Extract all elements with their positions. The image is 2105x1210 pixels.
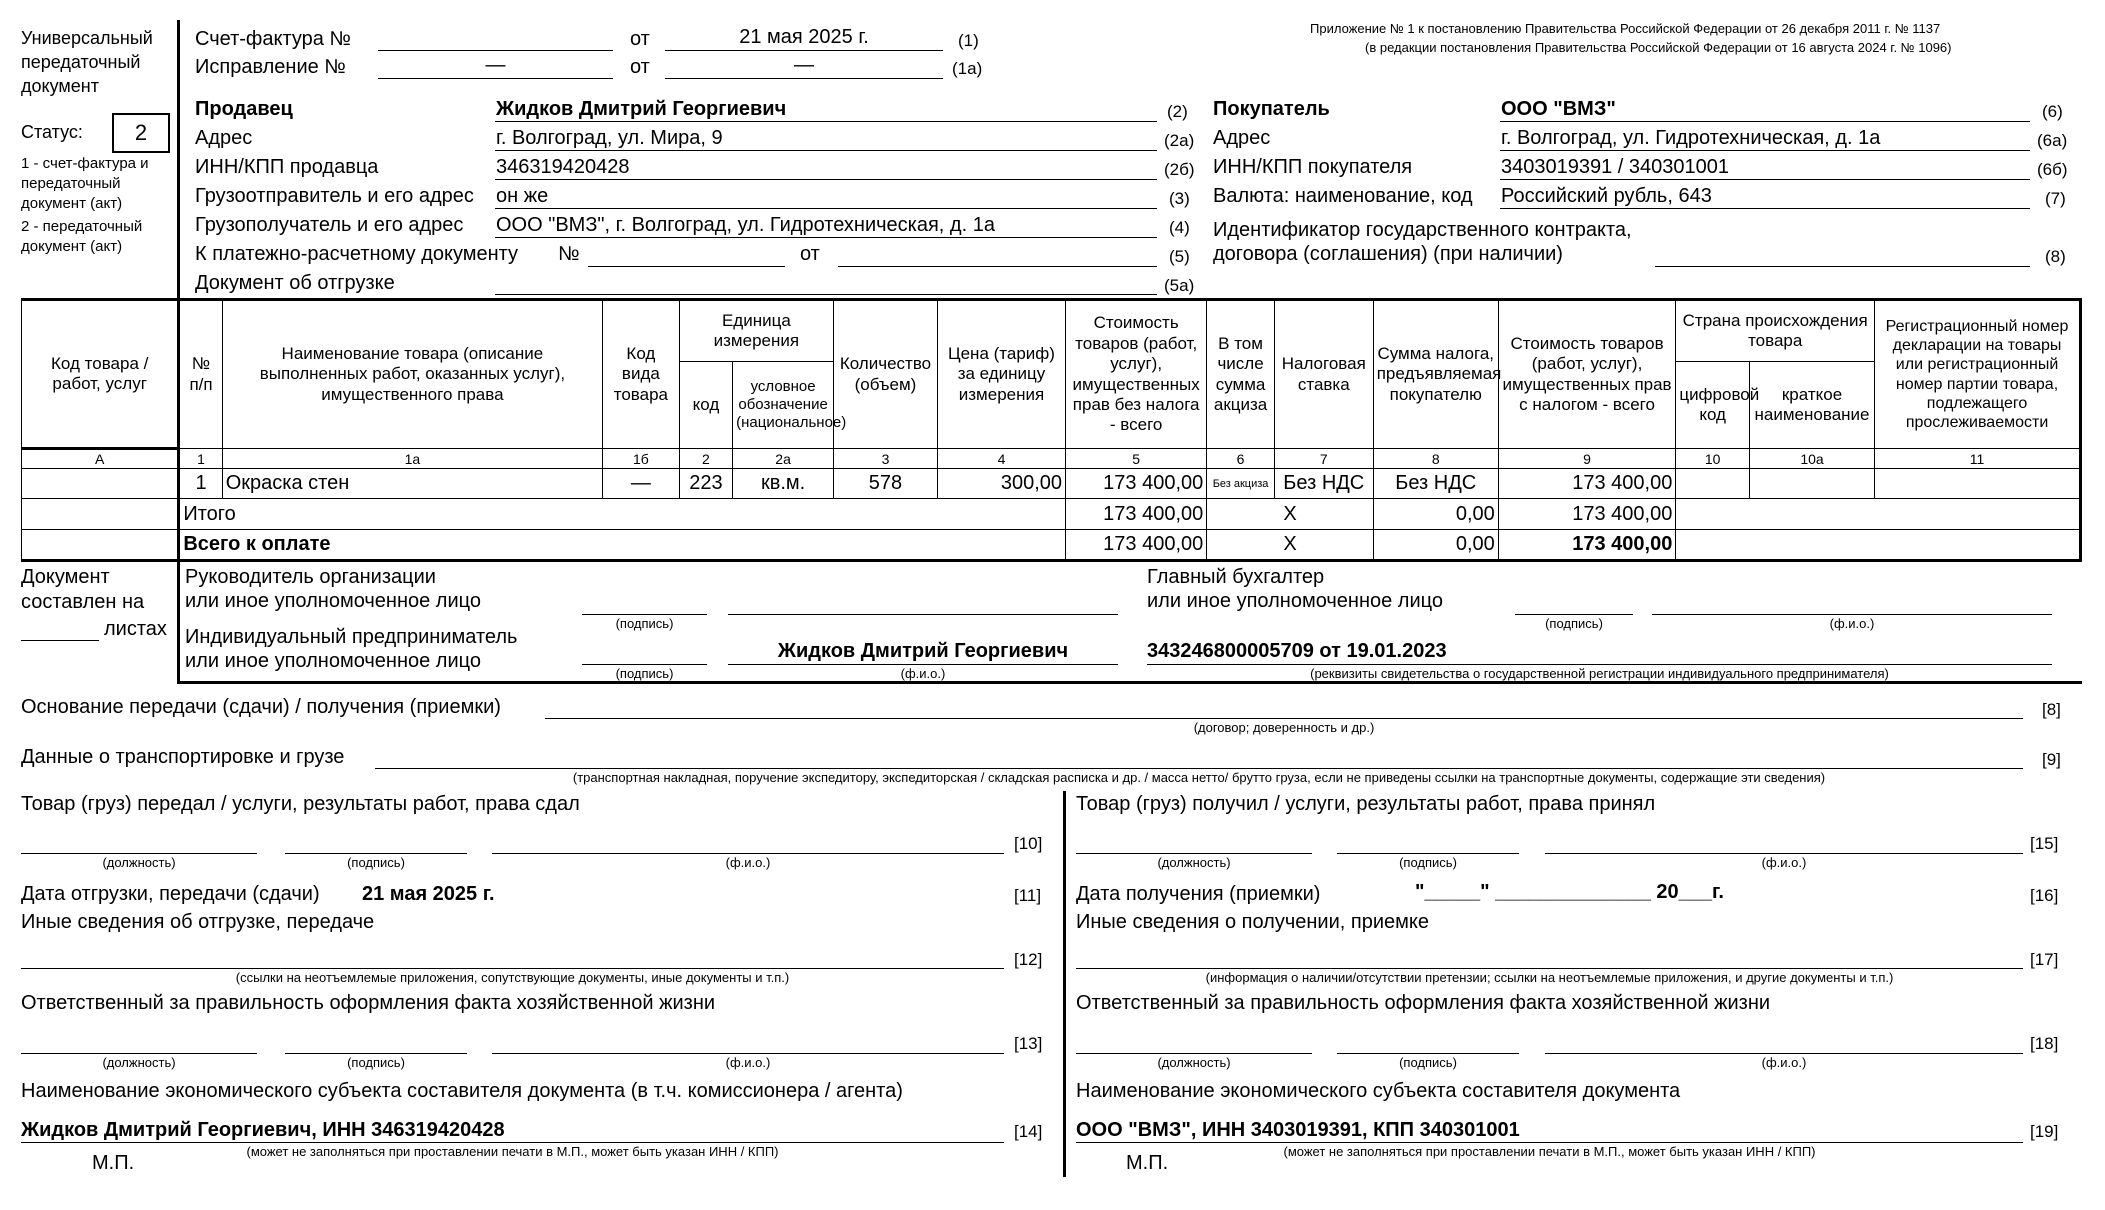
accountant-signature-cap: (подпись) xyxy=(1545,616,1603,631)
transport-cap: (транспортная накладная, поручение экспедитору, экспедиторская / складская расписка и др. / масса нетто/ брутто груза, если не приведены ссылки на транспортные документы, содержащие эти сведения) xyxy=(572,770,1826,785)
consignee-value[interactable]: ООО "ВМЗ", г. Волгоград, ул. Гидротехническая, д. 1а xyxy=(496,214,995,236)
th-tax-rate: Налоговая ставка xyxy=(1274,300,1373,449)
received-ref: [15] xyxy=(2030,834,2059,853)
doc-type-line-1: Универсальный xyxy=(21,28,153,48)
status-note-3: документ (акт) xyxy=(21,195,123,212)
invoice-date-line[interactable] xyxy=(665,50,943,51)
th-excise: В том числе сумма акциза xyxy=(1207,300,1275,449)
seller-ref: (2) xyxy=(1167,102,1188,121)
col-num-1: 1 xyxy=(179,449,222,469)
head-label-1: Руководитель организации xyxy=(185,566,436,588)
shipper-label: Грузоотправитель и его адрес xyxy=(195,185,474,207)
th-code: Код товара / работ, услуг xyxy=(22,300,179,449)
col-num-6: 6 xyxy=(1207,449,1275,469)
other-ship-ref: [12] xyxy=(1014,950,1043,969)
seller-address-label: Адрес xyxy=(195,127,253,149)
buyer-inn-label: ИНН/КПП покупателя xyxy=(1213,156,1413,178)
status-note-1: 1 - счет-фактура и xyxy=(21,155,149,172)
seller-address-ref: (2а) xyxy=(1164,131,1195,150)
buyer-inn-value[interactable]: 3403019391 / 340301001 xyxy=(1501,156,1730,178)
recv-date-ref: [16] xyxy=(2030,886,2059,905)
invoice-label: Счет-фактура № xyxy=(195,28,351,50)
correction-number: — xyxy=(485,54,506,76)
entity-left-ref: [14] xyxy=(1014,1122,1043,1141)
th-country: Страна происхождения товара xyxy=(1676,300,1875,362)
responsible-right-signature-line[interactable] xyxy=(1337,1053,1519,1054)
correction-date: — xyxy=(794,54,814,76)
other-recv-ref: [17] xyxy=(2030,950,2059,969)
total-cost-no-tax: 173 400,00 xyxy=(1066,499,1207,530)
cell-name: Окраска стен xyxy=(222,469,602,499)
th-kind: Код вида товара xyxy=(603,300,680,449)
seller-address-value[interactable]: г. Волгоград, ул. Мира, 9 xyxy=(496,127,723,149)
responsible-left-label: Ответственный за правильность оформления факта хозяйственной жизни xyxy=(21,992,716,1014)
col-num-8: 8 xyxy=(1373,449,1498,469)
handed-signature-line[interactable] xyxy=(285,853,467,854)
table-row[interactable] xyxy=(22,469,2081,499)
recv-date-value[interactable]: "_____" ______________ 20___г. xyxy=(1415,881,1724,903)
col-num-1a: 1а xyxy=(222,449,602,469)
consignee-label: Грузополучатель и его адрес xyxy=(195,214,464,236)
shipper-ref: (3) xyxy=(1169,189,1190,208)
head-signature-line[interactable] xyxy=(582,614,707,615)
basis-cap: (договор; доверенность и др.) xyxy=(1193,720,1375,735)
th-reg-num: Регистрационный номер декларации на товары или регистрационный номер партии товара, подлежащего прослеживаемости xyxy=(1875,300,2081,449)
other-recv-cap: (информация о наличии/отсутствии претензии; ссылки на неотъемлемые приложения, и другие документы и т.п.) xyxy=(1205,970,1894,985)
middle-separator xyxy=(1063,791,1066,1177)
col-num-11: 11 xyxy=(1875,449,2081,469)
entrepreneur-label-2: или иное уполномоченное лицо xyxy=(185,650,482,672)
items-table xyxy=(21,298,2082,562)
sheets-count-line[interactable] xyxy=(21,640,99,641)
transport-ref: [9] xyxy=(2042,750,2061,769)
col-num-5: 5 xyxy=(1066,449,1207,469)
handed-position-line[interactable] xyxy=(21,853,257,854)
stamp-right: М.П. xyxy=(1126,1152,1169,1174)
th-country-name: краткое наименование xyxy=(1749,362,1874,449)
grand-cost-tax: 173 400,00 xyxy=(1498,530,1676,561)
other-ship-line[interactable] xyxy=(21,968,1004,969)
entrepreneur-label-1: Индивидуальный предприниматель xyxy=(185,626,518,648)
doc-type-line-2: передаточный xyxy=(21,52,141,72)
responsible-right-label: Ответственный за правильность оформления факта хозяйственной жизни xyxy=(1076,992,1771,1014)
responsible-left-fio-line[interactable] xyxy=(492,1053,1004,1054)
col-num-a: А xyxy=(22,449,179,469)
doc-composed-2: составлен на xyxy=(21,591,145,613)
col-num-2: 2 xyxy=(679,449,732,469)
entity-left-value[interactable]: Жидков Дмитрий Георгиевич, ИНН 346319420428 xyxy=(21,1119,505,1141)
correction-label: Исправление № xyxy=(195,56,346,78)
status-label: Статус: xyxy=(21,122,83,142)
payment-number-line[interactable] xyxy=(588,266,785,267)
basis-label: Основание передачи (сдачи) / получения (приемки) xyxy=(21,696,501,718)
transport-line[interactable] xyxy=(375,768,2023,769)
payment-ref: (5) xyxy=(1169,247,1190,266)
th-unit: Единица измерения xyxy=(679,300,833,362)
status-value[interactable]: 2 xyxy=(112,113,170,153)
shipper-value[interactable]: он же xyxy=(496,185,549,207)
other-ship-cap: (ссылки на неотъемлемые приложения, сопутствующие документы, иные документы и т.п.) xyxy=(235,970,790,985)
col-num-1b: 1б xyxy=(603,449,680,469)
cell-cost-no-tax: 173 400,00 xyxy=(1066,469,1207,499)
buyer-address-value[interactable]: г. Волгоград, ул. Гидротехническая, д. 1а xyxy=(1501,127,1881,149)
total-row xyxy=(22,499,2081,530)
total-label: Итого xyxy=(179,499,1066,530)
grand-total-row xyxy=(22,530,2081,561)
buyer-inn-ref: (6б) xyxy=(2037,160,2068,179)
payment-from-label: от xyxy=(800,243,820,265)
buyer-ref: (6) xyxy=(2042,102,2063,121)
responsible-left-position-line[interactable] xyxy=(21,1053,257,1054)
recv-date-label: Дата получения (приемки) xyxy=(1076,883,1321,905)
registration-value[interactable]: 343246800005709 от 19.01.2023 xyxy=(1147,640,1447,662)
invoice-from-label: от xyxy=(630,28,650,50)
seller-inn-ref: (2б) xyxy=(1164,160,1195,179)
currency-ref: (7) xyxy=(2045,189,2066,208)
entity-right-label: Наименование экономического субъекта составителя документа xyxy=(1076,1080,1681,1102)
basis-ref: [8] xyxy=(2042,700,2061,719)
basis-line[interactable] xyxy=(545,718,2023,719)
th-unit-name: условное обозначение (национальное) xyxy=(733,362,834,449)
currency-label: Валюта: наименование, код xyxy=(1213,185,1473,207)
handed-fio-line[interactable] xyxy=(492,853,1004,854)
cell-reg-num xyxy=(1875,469,2081,499)
status-note-5: документ (акт) xyxy=(21,238,123,255)
col-num-9: 9 xyxy=(1498,449,1676,469)
th-num: № п/п xyxy=(179,300,222,449)
left-separator xyxy=(177,20,180,298)
entity-right-cap: (может не заполняться при проставлении печати в М.П., может быть указан ИНН / КПП) xyxy=(1283,1144,1816,1159)
buyer-address-ref: (6а) xyxy=(2037,131,2068,150)
status-note-2: передаточный xyxy=(21,175,121,192)
handed-ref: [10] xyxy=(1014,834,1043,853)
contract-label-2: договора (соглашения) (при наличии) xyxy=(1213,243,1563,265)
seller-value[interactable]: Жидков Дмитрий Георгиевич xyxy=(496,98,787,120)
correction-date-line[interactable] xyxy=(665,78,943,79)
entity-right-value[interactable]: ООО "ВМЗ", ИНН 3403019391, КПП 340301001 xyxy=(1076,1119,1520,1141)
th-country-code: цифровой код xyxy=(1676,362,1750,449)
entrepreneur-fio-cap: (ф.и.о.) xyxy=(900,666,946,681)
appendix-line-2: (в редакции постановления Правительства Российской Федерации от 16 августа 2024 г. № 1096) xyxy=(1365,40,1952,55)
cell-kind: — xyxy=(603,469,680,499)
cell-price: 300,00 xyxy=(937,469,1065,499)
cell-country-code xyxy=(1676,469,1750,499)
doc-composed-1: Документ xyxy=(21,566,110,588)
responsible-right-position-line[interactable] xyxy=(1076,1053,1312,1054)
head-label-2: или иное уполномоченное лицо xyxy=(185,590,482,612)
currency-value[interactable]: Российский рубль, 643 xyxy=(1501,185,1712,207)
cell-num: 1 xyxy=(179,469,222,499)
cell-code xyxy=(22,469,179,499)
accountant-signature-line[interactable] xyxy=(1515,614,1633,615)
grand-label: Всего к оплате xyxy=(179,530,1066,561)
received-label: Товар (груз) получил / услуги, результаты работ, права принял xyxy=(1076,793,1656,815)
head-signature-cap: (подпись) xyxy=(615,616,674,631)
col-num-7: 7 xyxy=(1274,449,1373,469)
col-num-2a: 2а xyxy=(733,449,834,469)
col-num-4: 4 xyxy=(937,449,1065,469)
th-price: Цена (тариф) за единицу измерения xyxy=(937,300,1065,449)
accountant-label-1: Главный бухгалтер xyxy=(1147,566,1325,588)
buyer-label: Покупатель xyxy=(1213,98,1330,120)
contract-line[interactable] xyxy=(1655,266,2030,267)
th-qty: Количество (объем) xyxy=(834,300,938,449)
received-fio-line[interactable] xyxy=(1545,853,2023,854)
transport-label: Данные о транспортировке и грузе xyxy=(21,746,345,768)
cell-unit-name: кв.м. xyxy=(733,469,834,499)
payment-doc-label: К платежно-расчетному документу xyxy=(195,243,519,265)
cell-excise: Без акциза xyxy=(1207,469,1275,499)
grand-tax: 0,00 xyxy=(1373,530,1498,561)
accountant-fio-line[interactable] xyxy=(1652,614,2052,615)
seller-inn-label: ИНН/КПП продавца xyxy=(195,156,379,178)
other-recv-label: Иные сведения о получении, приемке xyxy=(1076,911,1429,933)
correction-ref: (1а) xyxy=(952,59,983,78)
col-num-10: 10 xyxy=(1676,449,1750,469)
consignee-ref: (4) xyxy=(1169,218,1190,237)
cell-unit-code: 223 xyxy=(679,469,732,499)
cell-country-name xyxy=(1749,469,1874,499)
contract-ref: (8) xyxy=(2045,247,2066,266)
contract-label-1: Идентификатор государственного контракта, xyxy=(1213,219,1632,241)
ship-date-label: Дата отгрузки, передачи (сдачи) xyxy=(21,883,320,905)
received-position-line[interactable] xyxy=(1076,853,1312,854)
ship-date-value[interactable]: 21 мая 2025 г. xyxy=(362,883,495,905)
th-tax-sum: Сумма налога, предъявляемая покупателю xyxy=(1373,300,1498,449)
ship-date-ref: [11] xyxy=(1014,886,1042,905)
cell-tax-sum: Без НДС xyxy=(1373,469,1498,499)
shipment-doc-ref: (5а) xyxy=(1164,276,1195,295)
grand-cost-no-tax: 173 400,00 xyxy=(1066,530,1207,561)
responsible-left-signature-line[interactable] xyxy=(285,1053,467,1054)
invoice-date: 21 мая 2025 г. xyxy=(739,26,869,48)
other-recv-line[interactable] xyxy=(1076,968,2023,969)
buyer-address-label: Адрес xyxy=(1213,127,1271,149)
col-num-10a: 10а xyxy=(1749,449,1874,469)
total-excise: X xyxy=(1207,499,1373,530)
entity-right-ref: [19] xyxy=(2030,1122,2059,1141)
stamp-left: М.П. xyxy=(92,1152,135,1174)
invoice-number-line[interactable] xyxy=(378,50,613,51)
payment-no-label: № xyxy=(558,243,580,265)
grand-excise: X xyxy=(1207,530,1373,561)
correction-number-line[interactable] xyxy=(378,78,613,79)
responsible-right-ref: [18] xyxy=(2030,1034,2059,1053)
appendix-line-1: Приложение № 1 к постановлению Правительства Российской Федерации от 26 декабря 2011 г. № 1137 xyxy=(1310,21,1941,36)
other-ship-label: Иные сведения об отгрузке, передаче xyxy=(21,911,375,933)
total-tax: 0,00 xyxy=(1373,499,1498,530)
entity-left-cap: (может не заполняться при проставлении печати в М.П., может быть указан ИНН / КПП) xyxy=(246,1144,779,1159)
shipment-doc-line[interactable] xyxy=(495,294,1157,295)
col-num-3: 3 xyxy=(834,449,938,469)
responsible-right-fio-line[interactable] xyxy=(1545,1053,2023,1054)
correction-from-label: от xyxy=(630,56,650,78)
responsible-left-ref: [13] xyxy=(1014,1034,1043,1053)
shipment-doc-label: Документ об отгрузке xyxy=(195,272,395,294)
head-fio-line[interactable] xyxy=(728,614,1118,615)
th-cost-no-tax: Стоимость товаров (работ, услуг), имущественных прав без налога - всего xyxy=(1066,300,1207,449)
doc-composed-3: листах xyxy=(104,618,167,640)
cell-qty: 578 xyxy=(834,469,938,499)
payment-date-line[interactable] xyxy=(838,266,1157,267)
th-unit-code: код xyxy=(679,362,732,449)
handed-label: Товар (груз) передал / услуги, результаты работ, права сдал xyxy=(21,793,580,815)
th-name: Наименование товара (описание выполненных работ, оказанных услуг), имущественного права xyxy=(222,300,602,449)
invoice-ref: (1) xyxy=(958,31,979,50)
entity-left-label: Наименование экономического субъекта составителя документа (в т.ч. комиссионера / агента) xyxy=(21,1080,903,1102)
seller-label: Продавец xyxy=(195,98,293,120)
accountant-label-2: или иное уполномоченное лицо xyxy=(1147,590,1444,612)
accountant-fio-cap: (ф.и.о.) xyxy=(1829,616,1875,631)
entrepreneur-signature-cap: (подпись) xyxy=(615,666,674,681)
buyer-value[interactable]: ООО "ВМЗ" xyxy=(1501,98,1616,120)
entrepreneur-name[interactable]: Жидков Дмитрий Георгиевич xyxy=(777,640,1069,662)
received-signature-line[interactable] xyxy=(1337,853,1519,854)
status-note-4: 2 - передаточный xyxy=(21,218,143,235)
registration-cap: (реквизиты свидетельства о государственной регистрации индивидуального предпринимателя) xyxy=(1310,666,1889,681)
cell-cost-tax: 173 400,00 xyxy=(1498,469,1676,499)
th-cost-tax: Стоимость товаров (работ, услуг), имущественных прав с налогом - всего xyxy=(1498,300,1676,449)
cell-tax-rate: Без НДС xyxy=(1274,469,1373,499)
seller-inn-value[interactable]: 346319420428 xyxy=(496,156,630,178)
entrepreneur-signature-line[interactable] xyxy=(582,664,707,665)
total-cost-tax: 173 400,00 xyxy=(1498,499,1676,530)
doc-type-line-3: документ xyxy=(21,76,99,96)
